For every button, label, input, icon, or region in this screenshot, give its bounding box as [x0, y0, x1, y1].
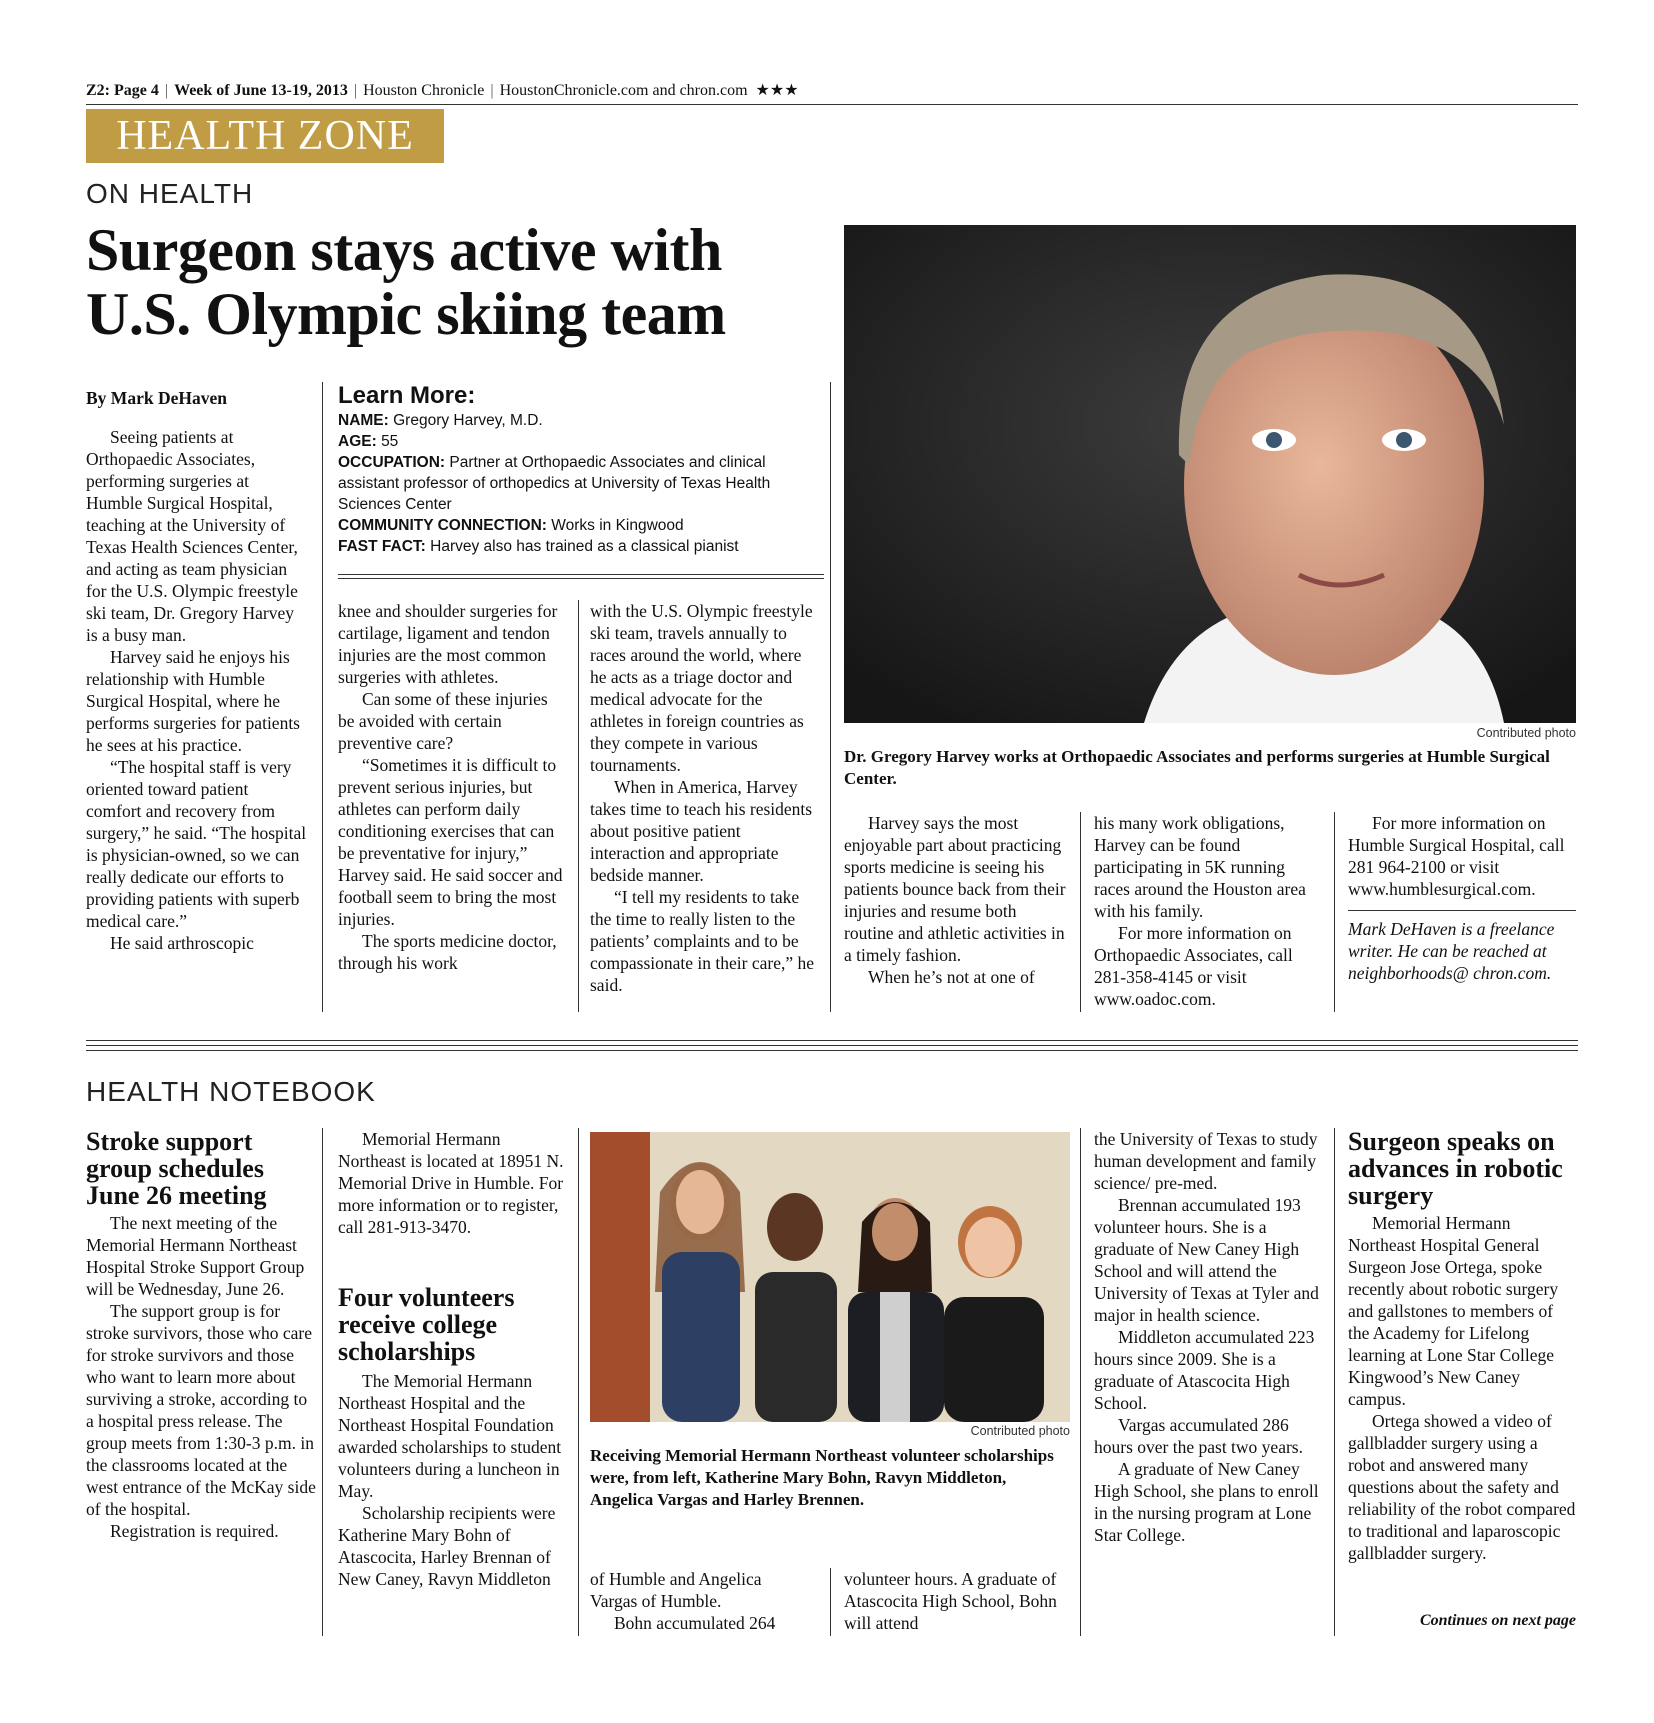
- section-rule: [86, 1040, 1578, 1041]
- paragraph: For more information on Orthopaedic Associates, call 281-358-4145 or visit www.oadoc.com.: [1094, 923, 1293, 1009]
- column-divider: [1334, 812, 1335, 1012]
- paragraph: He said arthroscopic: [110, 933, 254, 953]
- portrait-photo: [844, 225, 1576, 723]
- column-divider: [1080, 1128, 1081, 1636]
- feature-column-3: [590, 600, 816, 996]
- column-divider: [1334, 1128, 1335, 1636]
- box-rule: [338, 574, 824, 575]
- photo-credit: Contributed photo: [1476, 726, 1576, 740]
- paragraph: Harvey said he enjoys his relationship with Humble Surgical Hospital, where he performs surgeries for patients he sees at his practice.: [86, 647, 300, 755]
- photo-caption: Receiving Memorial Hermann Northeast volunteer scholarships were, from left, Katherine Mary Bohn, Ravyn Middleton, Angelica Vargas and Harley Brennen.: [590, 1446, 1054, 1509]
- paragraph: A graduate of New Caney High School, she plans to enroll in the nursing program at Lone Star College.: [1094, 1459, 1319, 1545]
- column-divider: [322, 1128, 323, 1636]
- learn-more-occupation: OCCUPATION: Partner at Orthopaedic Associates and clinical assistant professor of orthopedics at University of Texas Health Sciences Center: [338, 454, 771, 513]
- paragraph: Ortega showed a video of gallbladder surgery using a robot and answered many questions about the safety and reliability of the robot compared to traditional and laparoscopic gallbladder surgery.: [1348, 1411, 1576, 1563]
- paragraph: Memorial Hermann Northeast is located at 18951 N. Memorial Drive in Humble. For more information or to register, call 281-913-3470.: [338, 1129, 564, 1237]
- byline: By Mark DeHaven: [86, 388, 227, 408]
- paragraph: When in America, Harvey takes time to teach his residents about positive patient interaction and appropriate bedside manner.: [590, 777, 813, 885]
- column-divider: [830, 382, 831, 1012]
- paragraph: Harvey says the most enjoyable part about practicing sports medicine is seeing his patients bounce back from their injuries and resume both routine and athletic activities in a timely fashion.: [844, 813, 1066, 965]
- paragraph: “Sometimes it is difficult to prevent serious injuries, but athletes can perform daily conditioning exercises that can be preventative for injury,” Harvey said. He said soccer and football seem to bring the most injuries.: [338, 755, 563, 929]
- paragraph: Can some of these injuries be avoided with certain preventive care?: [338, 689, 548, 753]
- paragraph: volunteer hours. A graduate of Atascocita High School, Bohn will attend: [844, 1569, 1057, 1633]
- paragraph: For more information on Humble Surgical Hospital, call 281 964-2100 or visit www.humblesurgical.com.: [1348, 813, 1565, 899]
- headline-line-2: U.S. Olympic skiing team: [86, 281, 726, 347]
- feature-column-5: [1094, 812, 1320, 1010]
- paragraph: Seeing patients at Orthopaedic Associates, performing surgeries at Humble Surgical Hospital, teaching at the University of Texas Health Sciences Center, and acting as team physician for the U.S. Olympic freestyle ski team, Dr. Gregory Harvey is a busy man.: [86, 427, 298, 645]
- learn-more-fact: FAST FACT: Harvey also has trained as a classical pianist: [338, 538, 739, 555]
- note-rule: [1348, 910, 1576, 911]
- story-2-column-c: [1094, 1128, 1320, 1546]
- box-rule: [338, 578, 824, 579]
- feature-kicker: ON HEALTH: [86, 178, 254, 209]
- paragraph: Memorial Hermann Northeast Hospital General Surgeon Jose Ortega, spoke recently about robotic surgery and gallstones to members of the Academy for Lifelong learning at Lone Star College Kingwood’s New Caney campus.: [1348, 1213, 1559, 1409]
- masthead: Z2: Page 4 | Week of June 13-19, 2013 | Houston Chronicle | HoustonChronicle.com and chron.com ★★★: [86, 80, 1578, 105]
- photo-credit: Contributed photo: [970, 1424, 1070, 1438]
- story-headline: Surgeon speaks on advances in robotic surgery: [1348, 1127, 1563, 1210]
- paragraph: his many work obligations, Harvey can be found participating in 5K running races around the Houston area with his family.: [1094, 813, 1306, 921]
- story-headline: Four volunteers receive college scholarships: [338, 1283, 515, 1366]
- continues-link[interactable]: Continues on next page: [1419, 1612, 1576, 1629]
- paragraph: When he’s not at one of: [868, 967, 1035, 987]
- column-divider: [578, 1128, 579, 1636]
- feature-column-2: [338, 600, 564, 974]
- story-headline: Stroke support group schedules June 26 meeting: [86, 1127, 267, 1210]
- paragraph: The Memorial Hermann Northeast Hospital and the Northeast Hospital Foundation awarded scholarships to student volunteers during a luncheon in May.: [338, 1371, 562, 1501]
- story-1-body: [86, 1212, 316, 1542]
- paragraph: with the U.S. Olympic freestyle ski team, travels annually to races around the world, where he acts as a triage doctor and medical advocate for the athletes in foreign countries as they compete in various tournaments.: [590, 601, 813, 775]
- column-divider: [830, 1568, 831, 1636]
- group-illustration: [590, 1132, 1070, 1422]
- paragraph: Scholarship recipients were Katherine Mary Bohn of Atascocita, Harley Brennan of New Caney, Ravyn Middleton: [338, 1503, 556, 1589]
- portrait-illustration: [844, 225, 1576, 723]
- paper-sites: HoustonChronicle.com and chron.com: [499, 82, 748, 99]
- story-3-body: [1348, 1212, 1576, 1564]
- section-page: Z2: Page 4: [86, 82, 159, 99]
- learn-more-box: [338, 382, 828, 557]
- paragraph: of Humble and Angelica Vargas of Humble.: [590, 1569, 762, 1611]
- paragraph: Brennan accumulated 193 volunteer hours. She is a graduate of New Caney High School and will attend the University of Texas at Tyler and major in health science.: [1094, 1195, 1319, 1325]
- paragraph: “The hospital staff is very oriented toward patient comfort and recovery from surgery,” he said. “The hospital is physician-owned, so we can really dedicate our efforts to providing patients with superb medical care.”: [86, 757, 307, 931]
- paragraph: Middleton accumulated 223 hours since 2009. She is a graduate of Atascocita High School.: [1094, 1327, 1315, 1413]
- column-divider: [322, 382, 323, 1012]
- feature-column-4: [844, 812, 1066, 988]
- author-note: Mark DeHaven is a freelance writer. He can be reached at neighborhoods@ chron.com.: [1348, 919, 1555, 983]
- paragraph: Bohn accumulated 264: [614, 1613, 776, 1633]
- learn-more-title: Learn More:: [338, 382, 476, 409]
- learn-more-age: AGE: 55: [338, 433, 399, 450]
- story-2-column-a: [590, 1568, 808, 1634]
- paragraph: “I tell my residents to take the time to really listen to the patients’ complaints and to be compassionate in their care,” he said.: [590, 887, 814, 995]
- feature-headline: [86, 218, 826, 346]
- column-divider: [578, 600, 579, 1012]
- learn-more-community: COMMUNITY CONNECTION: Works in Kingwood: [338, 517, 684, 534]
- paragraph: knee and shoulder surgeries for cartilage, ligament and tendon injuries are the most common surgeries with athletes.: [338, 601, 558, 687]
- paragraph: The support group is for stroke survivors, those who care for stroke survivors and those who want to learn more about surviving a stroke, according to a hospital press release. The group meets from 1:30-3 p.m. in the classrooms located at the west entrance of the McKay side of the hospital.: [86, 1301, 316, 1519]
- story-2-column-b: [844, 1568, 1066, 1634]
- story-2-body: [338, 1370, 564, 1590]
- notebook-kicker: HEALTH NOTEBOOK: [86, 1076, 376, 1107]
- paper-name: Houston Chronicle: [363, 82, 485, 99]
- learn-more-name: NAME: Gregory Harvey, M.D.: [338, 412, 543, 429]
- headline-line-1: Surgeon stays active with: [86, 217, 722, 283]
- week-label: Week of June 13-19, 2013: [174, 82, 348, 99]
- paragraph: The next meeting of the Memorial Hermann Northeast Hospital Stroke Support Group will be Wednesday, June 26.: [86, 1213, 305, 1299]
- paragraph: Registration is required.: [110, 1521, 279, 1541]
- feature-column-6: [1348, 812, 1576, 900]
- paragraph: The sports medicine doctor, through his work: [338, 931, 557, 973]
- photo-caption: Dr. Gregory Harvey works at Orthopaedic Associates and performs surgeries at Humble Surgical Center.: [844, 747, 1550, 788]
- section-rule: [86, 1045, 1578, 1046]
- feature-column-1: [86, 426, 308, 954]
- paragraph: Vargas accumulated 286 hours over the past two years.: [1094, 1415, 1303, 1457]
- group-photo: [590, 1132, 1070, 1422]
- column-divider: [1080, 812, 1081, 1012]
- story-1-continued: [338, 1128, 564, 1238]
- section-rule: [86, 1050, 1578, 1051]
- section-label: HEALTH ZONE: [86, 109, 444, 163]
- paragraph: the University of Texas to study human development and family science/ pre-med.: [1094, 1129, 1318, 1193]
- stars-icon: ★★★: [755, 82, 799, 99]
